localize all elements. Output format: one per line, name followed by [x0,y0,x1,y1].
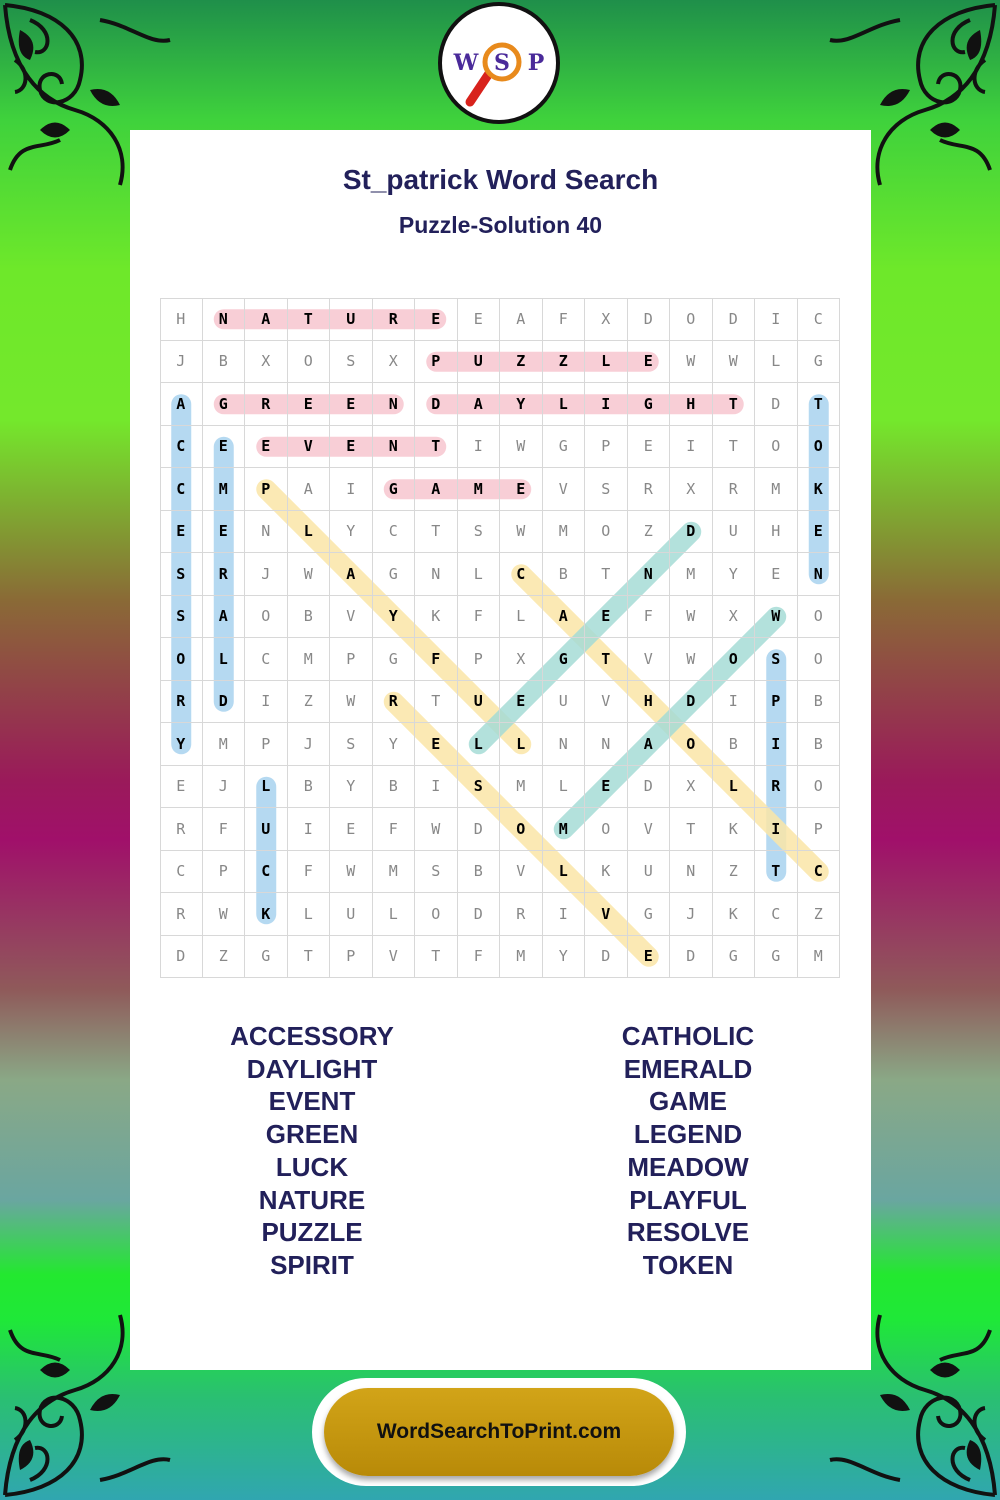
grid-cell[interactable]: C [245,851,288,894]
grid-cell[interactable]: I [755,723,798,766]
logo-letter-s: S [494,50,510,76]
grid-cell[interactable]: I [245,681,288,724]
word-list-item: TOKEN [642,1249,734,1280]
grid-cell[interactable]: O [288,341,331,384]
grid-cell[interactable]: T [415,681,458,724]
grid-cell[interactable]: O [798,638,841,681]
grid-cell[interactable]: P [330,936,373,979]
grid-cell[interactable]: M [500,766,543,809]
grid-cell[interactable]: K [713,808,756,851]
grid-cell[interactable]: N [373,383,416,426]
grid-cell[interactable]: B [798,723,841,766]
grid-cell[interactable]: O [585,511,628,554]
grid-cell[interactable]: C [798,298,841,341]
grid-cell[interactable]: A [288,468,331,511]
grid-cell[interactable]: G [755,936,798,979]
grid-cell[interactable]: A [160,383,203,426]
grid-cell[interactable]: O [585,808,628,851]
grid-cell[interactable]: E [330,808,373,851]
grid-cell[interactable]: O [415,893,458,936]
grid-cell[interactable]: S [160,596,203,639]
grid-cell[interactable]: G [628,893,671,936]
footer-badge [312,1378,686,1486]
grid-cell[interactable]: C [160,426,203,469]
grid-cell[interactable]: O [160,638,203,681]
grid-cell[interactable]: P [458,638,501,681]
grid-cell[interactable]: I [755,808,798,851]
grid-cell[interactable]: B [798,681,841,724]
grid-cell[interactable]: U [543,681,586,724]
word-grid [160,298,840,978]
grid-cell[interactable]: B [458,851,501,894]
grid-cell[interactable]: G [245,936,288,979]
grid-cell[interactable]: R [500,893,543,936]
grid-cell[interactable]: T [713,426,756,469]
grid-cell[interactable]: D [458,808,501,851]
grid-cell[interactable]: Z [543,341,586,384]
grid-cell[interactable]: D [458,893,501,936]
grid-cell[interactable]: A [500,298,543,341]
grid-cell[interactable]: C [160,468,203,511]
grid-cell[interactable]: L [755,341,798,384]
grid-cell[interactable]: C [160,851,203,894]
grid-cell[interactable]: L [500,596,543,639]
grid-cell[interactable]: V [373,936,416,979]
grid-cell[interactable]: Y [713,553,756,596]
word-list-left [212,1020,412,1282]
grid-cell[interactable]: G [373,553,416,596]
word-list-item: GAME [649,1086,727,1117]
grid-cell[interactable]: Y [543,936,586,979]
grid-cell[interactable]: T [415,511,458,554]
grid-cell[interactable]: C [798,851,841,894]
grid-cell[interactable]: E [245,426,288,469]
word-list-item: RESOLVE [626,1217,750,1248]
grid-cell[interactable]: R [713,468,756,511]
grid-cell[interactable]: A [330,553,373,596]
grid-cell[interactable]: E [628,341,671,384]
grid-cell[interactable]: V [585,893,628,936]
grid-cell[interactable]: B [288,766,331,809]
grid-cell[interactable]: S [160,553,203,596]
word-list-item: PLAYFUL [629,1184,747,1215]
grid-cell[interactable]: E [288,383,331,426]
grid-cell[interactable]: O [670,723,713,766]
grid-cell[interactable]: I [458,426,501,469]
word-list-item: NATURE [258,1184,366,1215]
grid-cell[interactable]: F [458,936,501,979]
grid-cell[interactable]: E [500,468,543,511]
grid-cell[interactable]: L [500,723,543,766]
grid-cell[interactable]: I [543,893,586,936]
grid-cell[interactable]: D [713,298,756,341]
grid-cell[interactable]: T [798,383,841,426]
grid-cell[interactable]: F [628,596,671,639]
grid-cell[interactable]: R [160,681,203,724]
grid-cell[interactable]: L [543,383,586,426]
grid-cell[interactable]: E [415,298,458,341]
grid-cell[interactable]: T [415,936,458,979]
grid-cell[interactable]: R [755,766,798,809]
grid-cell[interactable]: B [203,341,246,384]
grid-cell[interactable]: M [373,851,416,894]
grid-cell[interactable]: W [670,638,713,681]
grid-cell[interactable]: G [543,638,586,681]
grid-cell[interactable]: E [798,511,841,554]
word-list-item: EMERALD [623,1053,753,1084]
grid-cell[interactable]: B [288,596,331,639]
grid-cell[interactable]: N [245,511,288,554]
grid-cell[interactable]: N [585,723,628,766]
grid-cell[interactable]: M [203,468,246,511]
grid-cell[interactable]: M [543,808,586,851]
grid-cell[interactable]: X [500,638,543,681]
word-list-item: GREEN [265,1119,359,1150]
grid-cell[interactable]: T [670,808,713,851]
grid-cell[interactable]: D [670,511,713,554]
grid-cell[interactable]: X [373,341,416,384]
site-link[interactable] [324,1388,674,1476]
grid-cell[interactable]: V [330,596,373,639]
grid-cell[interactable]: D [160,936,203,979]
grid-cell[interactable]: W [670,341,713,384]
grid-cell[interactable]: H [160,298,203,341]
grid-cell[interactable]: S [458,511,501,554]
grid-cell[interactable]: R [373,681,416,724]
grid-cell[interactable]: G [373,638,416,681]
grid-cell[interactable]: W [713,341,756,384]
grid-cell[interactable]: E [585,596,628,639]
grid-cell[interactable]: U [330,298,373,341]
grid-cell[interactable]: J [670,893,713,936]
grid-cell[interactable]: C [755,893,798,936]
grid-cell[interactable]: L [713,766,756,809]
wsp-logo [438,2,560,124]
grid-cell[interactable]: W [203,893,246,936]
site-name: WordSearchToPrint.com [376,1420,622,1443]
grid-cell[interactable]: W [288,553,331,596]
grid-cell[interactable]: T [288,298,331,341]
grid-cell[interactable]: A [203,596,246,639]
grid-cell[interactable]: R [245,383,288,426]
grid-cell[interactable]: K [245,893,288,936]
grid-cell[interactable]: X [713,596,756,639]
grid-cell[interactable]: A [543,596,586,639]
grid-cell[interactable]: W [500,426,543,469]
grid-cell[interactable]: N [543,723,586,766]
grid-cell[interactable]: A [628,723,671,766]
grid-cell[interactable]: L [543,851,586,894]
grid-cell[interactable]: A [415,468,458,511]
grid-cell[interactable]: E [330,383,373,426]
grid-cell[interactable]: V [628,808,671,851]
grid-cell[interactable]: L [288,893,331,936]
grid-cell[interactable]: K [585,851,628,894]
grid-cell[interactable]: O [798,596,841,639]
grid-cell[interactable]: G [373,468,416,511]
grid-cell[interactable]: I [670,426,713,469]
grid-cell[interactable]: A [245,298,288,341]
grid-cell[interactable]: J [160,341,203,384]
grid-cell[interactable]: H [670,383,713,426]
word-list-item: ACCESSORY [230,1021,394,1051]
grid-cell[interactable]: V [585,681,628,724]
word-list-item: MEADOW [627,1151,749,1182]
grid-cell[interactable]: Y [373,723,416,766]
grid-cell[interactable]: V [500,851,543,894]
word-list-item: SPIRIT [270,1249,354,1280]
grid-cell[interactable]: G [543,426,586,469]
grid-cell[interactable]: G [203,383,246,426]
page-title: St_patrick Word Search [342,164,659,195]
grid-cell[interactable]: I [415,766,458,809]
grid-cell[interactable]: O [755,426,798,469]
grid-cell[interactable]: P [245,468,288,511]
grid-cell[interactable]: L [458,723,501,766]
grid-cell[interactable]: O [245,596,288,639]
grid-cell[interactable]: S [458,766,501,809]
grid-cell[interactable]: C [373,511,416,554]
grid-cell[interactable]: O [670,298,713,341]
grid-cell[interactable]: H [628,681,671,724]
grid-cell[interactable]: X [245,341,288,384]
grid-cell[interactable]: S [415,851,458,894]
grid-cell[interactable]: M [288,638,331,681]
page-subtitle: Puzzle-Solution 40 [398,212,603,238]
grid-cell[interactable]: Z [288,681,331,724]
grid-cell[interactable]: B [543,553,586,596]
grid-cell[interactable]: U [245,808,288,851]
word-list-item: LUCK [275,1151,349,1182]
grid-cell[interactable]: S [330,723,373,766]
grid-cell[interactable]: P [798,808,841,851]
word-list-item: PUZZLE [261,1217,363,1248]
grid-cell[interactable]: U [458,341,501,384]
grid-cell[interactable]: N [415,553,458,596]
grid-cell[interactable]: L [585,341,628,384]
grid-cell[interactable]: B [373,766,416,809]
grid-cell[interactable]: W [330,851,373,894]
grid-cell[interactable]: D [203,681,246,724]
grid-cell[interactable]: S [755,638,798,681]
grid-cell[interactable]: N [628,553,671,596]
grid-cell[interactable]: R [160,893,203,936]
grid-cell[interactable]: F [415,638,458,681]
grid-cell[interactable]: W [330,681,373,724]
grid-cell[interactable]: B [713,723,756,766]
logo-letter-w: W [453,50,479,76]
grid-cell[interactable]: E [330,426,373,469]
grid-cell[interactable]: D [585,936,628,979]
grid-cell[interactable]: T [288,936,331,979]
grid-cell[interactable]: P [755,681,798,724]
grid-cell[interactable]: M [670,553,713,596]
grid-cell[interactable]: Y [330,766,373,809]
grid-cell[interactable]: E [628,426,671,469]
grid-cell[interactable]: F [543,298,586,341]
grid-cell[interactable]: P [415,341,458,384]
grid-cell[interactable]: Y [373,596,416,639]
grid-cell[interactable]: G [628,383,671,426]
grid-cell[interactable]: E [415,723,458,766]
grid-cell[interactable]: M [755,468,798,511]
grid-cell[interactable]: E [500,681,543,724]
grid-cell[interactable]: E [755,553,798,596]
grid-cell[interactable]: O [500,808,543,851]
grid-cell[interactable]: S [330,341,373,384]
grid-cell[interactable]: J [203,766,246,809]
grid-cell[interactable]: R [628,468,671,511]
grid-cell[interactable]: P [330,638,373,681]
grid-cell[interactable]: L [373,893,416,936]
grid-cell[interactable]: M [458,468,501,511]
grid-cell[interactable]: M [798,936,841,979]
grid-cell[interactable]: R [160,808,203,851]
grid-cell[interactable]: D [670,681,713,724]
grid-cell[interactable]: P [245,723,288,766]
grid-cell[interactable]: P [203,851,246,894]
grid-cell[interactable]: N [670,851,713,894]
grid-cell[interactable]: F [458,596,501,639]
grid-cell[interactable]: X [670,468,713,511]
grid-cell[interactable]: T [415,426,458,469]
grid-cell[interactable]: L [203,638,246,681]
grid-cell[interactable]: E [160,766,203,809]
grid-cell[interactable]: E [585,766,628,809]
grid-cell[interactable]: V [543,468,586,511]
grid-cell[interactable]: P [585,426,628,469]
grid-cell[interactable]: W [755,596,798,639]
grid-cell[interactable]: C [245,638,288,681]
grid-cell[interactable]: V [628,638,671,681]
grid-cell[interactable]: W [670,596,713,639]
grid-cell[interactable]: S [585,468,628,511]
grid-cell[interactable]: V [288,426,331,469]
logo-letter-p: P [527,50,545,76]
grid-cell[interactable]: F [288,851,331,894]
grid-cell[interactable]: I [755,298,798,341]
grid-cell[interactable]: Z [203,936,246,979]
grid-cell[interactable]: D [628,766,671,809]
grid-cell[interactable]: C [500,553,543,596]
grid-cell[interactable]: Z [500,341,543,384]
grid-cell[interactable]: Z [798,893,841,936]
grid-cell[interactable]: M [543,511,586,554]
grid-cell[interactable]: L [245,766,288,809]
grid-cell[interactable]: T [585,553,628,596]
grid-cell[interactable]: W [500,511,543,554]
grid-cell[interactable]: I [288,808,331,851]
grid-cell[interactable]: K [798,468,841,511]
grid-cell[interactable]: W [415,808,458,851]
grid-cell[interactable]: R [203,553,246,596]
grid-cell[interactable]: N [203,298,246,341]
grid-cell[interactable]: J [245,553,288,596]
grid-cell[interactable]: I [330,468,373,511]
grid-cell[interactable]: E [160,511,203,554]
grid-cell[interactable]: N [373,426,416,469]
grid-cell[interactable]: M [500,936,543,979]
grid-cell[interactable]: Y [330,511,373,554]
word-list-right [588,1020,788,1282]
word-list-item: CATHOLIC [621,1021,755,1051]
puzzle-sheet [130,130,871,1370]
grid-cell[interactable]: H [755,511,798,554]
grid-cell[interactable]: U [713,511,756,554]
grid-cell[interactable]: K [713,893,756,936]
grid-cell[interactable]: J [288,723,331,766]
grid-cell[interactable]: Y [160,723,203,766]
word-list-item: EVENT [268,1086,356,1117]
grid-cell[interactable]: L [458,553,501,596]
grid-cell[interactable]: N [798,553,841,596]
grid-cell[interactable]: I [585,383,628,426]
magnifier-icon [470,72,490,102]
grid-cell[interactable]: Z [628,511,671,554]
word-list-item: DAYLIGHT [246,1053,378,1084]
grid-cell[interactable]: F [203,808,246,851]
grid-cell[interactable]: E [628,936,671,979]
grid-cell[interactable]: D [628,298,671,341]
grid-cell[interactable]: U [628,851,671,894]
grid-cell[interactable]: E [203,426,246,469]
grid-cell[interactable]: E [203,511,246,554]
word-list-item: LEGEND [633,1119,743,1150]
grid-cell[interactable]: U [330,893,373,936]
grid-cell[interactable]: M [203,723,246,766]
grid-cell[interactable]: L [543,766,586,809]
grid-cell[interactable]: F [373,808,416,851]
grid-cell[interactable]: X [670,766,713,809]
grid-cell[interactable]: R [373,298,416,341]
grid-cell[interactable]: O [713,638,756,681]
grid-cell[interactable]: D [670,936,713,979]
grid-cell[interactable]: G [798,341,841,384]
grid-cell[interactable]: A [458,383,501,426]
grid-cell[interactable]: T [755,851,798,894]
grid-cell[interactable]: Z [713,851,756,894]
grid-cell[interactable]: D [415,383,458,426]
grid-cell[interactable]: X [585,298,628,341]
grid-cell[interactable]: G [713,936,756,979]
grid-cell[interactable]: Y [500,383,543,426]
grid-cell[interactable]: T [713,383,756,426]
grid-cell[interactable]: I [713,681,756,724]
grid-cell[interactable]: O [798,766,841,809]
grid-cell[interactable]: U [458,681,501,724]
grid-cell[interactable]: D [755,383,798,426]
grid-cell[interactable]: T [585,638,628,681]
grid-cell[interactable]: K [415,596,458,639]
grid-cell[interactable]: O [798,426,841,469]
grid-cell[interactable]: L [288,511,331,554]
grid-cell[interactable]: E [458,298,501,341]
